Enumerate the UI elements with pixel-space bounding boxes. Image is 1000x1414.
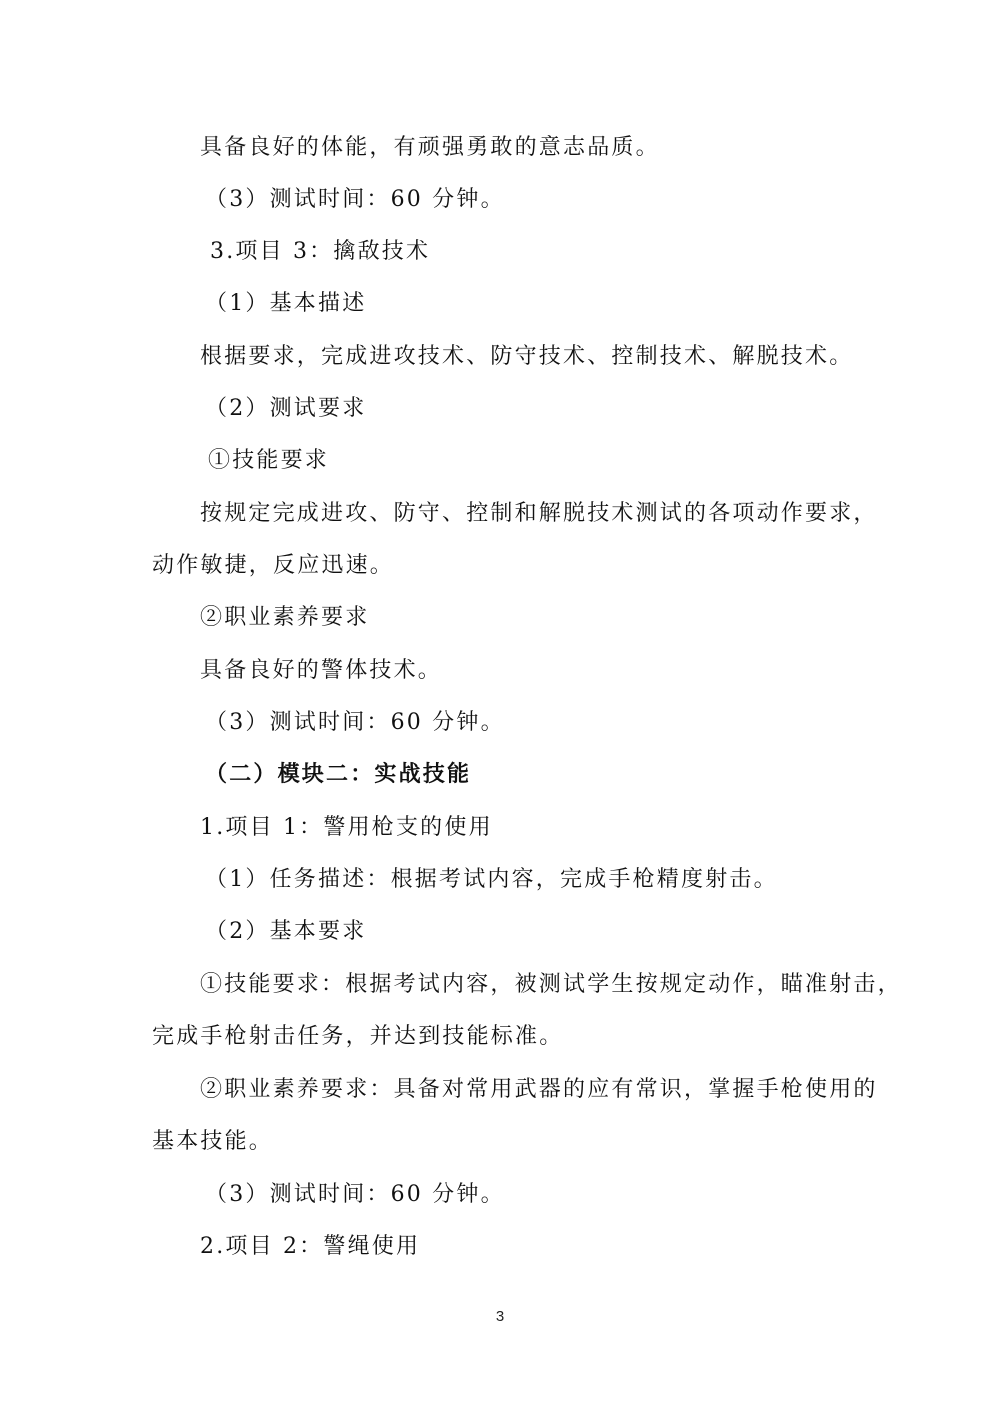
paragraph-line: 基本技能。 [152,1129,274,1154]
section-heading: 2.项目 2：警绳使用 [200,1234,421,1259]
paragraph-line: 完成手枪射击任务，并达到技能标准。 [152,1024,564,1049]
paragraph-line: 按规定完成进攻、防守、控制和解脱技术测试的各项动作要求， [200,501,878,526]
paragraph-line: 具备良好的警体技术。 [200,658,443,683]
paragraph-line: 动作敏捷，反应迅速。 [152,553,395,578]
paragraph-line: ②职业素养要求：具备对常用武器的应有常识，掌握手枪使用的 [200,1077,878,1102]
paragraph-line: 具备良好的体能，有顽强勇敢的意志品质。 [200,135,660,160]
paragraph-line: （1）基本描述 [205,291,367,316]
paragraph-line: ②职业素养要求 [200,605,370,630]
paragraph-line: （3）测试时间：60 分钟。 [205,187,505,212]
paragraph-line: （2）测试要求 [205,396,367,421]
paragraph-line: （2）基本要求 [205,919,367,944]
paragraph-line: （3）测试时间：60 分钟。 [205,710,505,735]
page-number: 3 [495,1308,505,1325]
paragraph-line: （1）任务描述：根据考试内容，完成手枪精度射击。 [205,867,778,892]
section-heading: 1.项目 1：警用枪支的使用 [200,815,493,840]
paragraph-line: （3）测试时间：60 分钟。 [205,1182,505,1207]
section-heading: 3.项目 3：擒敌技术 [210,239,431,264]
paragraph-line: 根据要求，完成进攻技术、防守技术、控制技术、解脱技术。 [200,344,854,369]
paragraph-line: ①技能要求：根据考试内容，被测试学生按规定动作，瞄准射击， [200,972,902,997]
paragraph-line: ①技能要求 [208,448,330,473]
module-heading: （二）模块二：实战技能 [205,762,472,787]
